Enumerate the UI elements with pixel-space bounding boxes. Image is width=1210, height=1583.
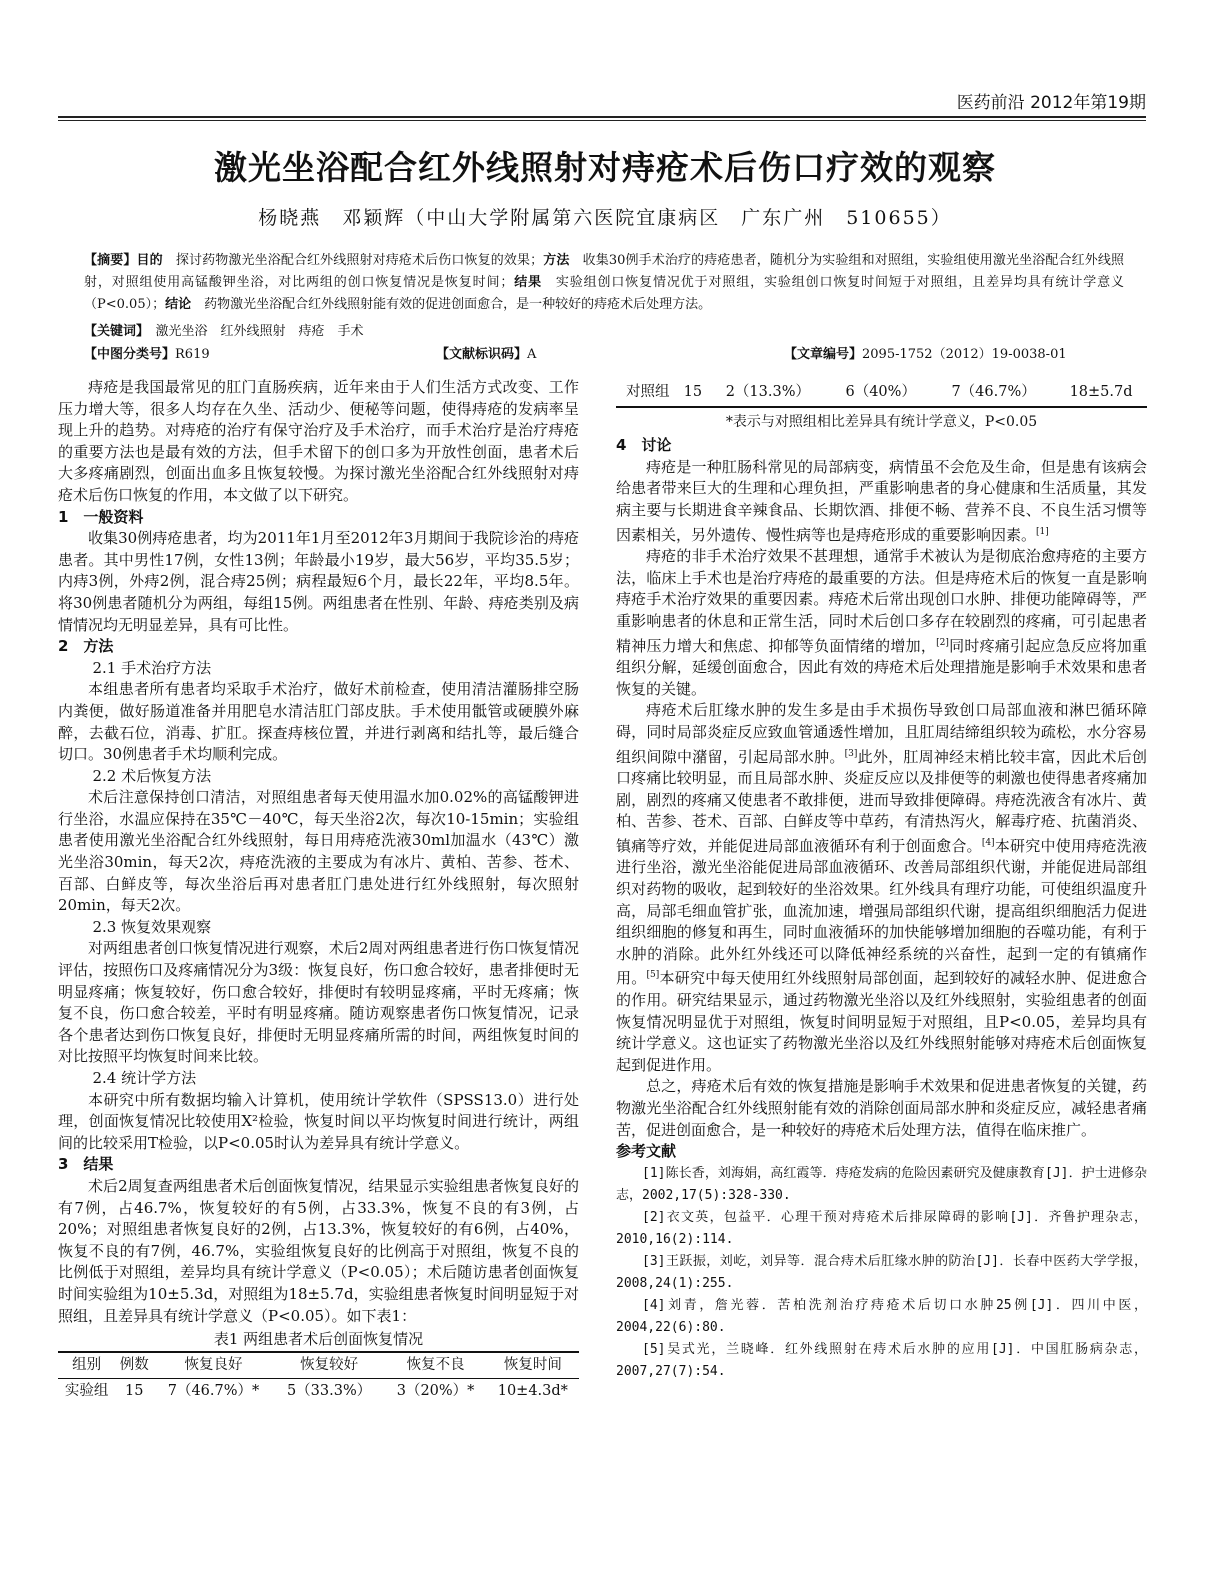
discussion-text: 此外，肛周神经末梢比较丰富，因此术后创口疼痛比较明显，而且局部水肿、炎症反应以及排便等的刺激也使得患者疼痛加剧，剧烈的疼痛又使患者不敢排便，进而导致排便障碍。痔疮洗液含有冰片、黄柏、苦参、苍术、百部、白鲜皮等中草药，有清热泻火，解毒疗疮、抗菌消炎、镇痛等疗效，并能促进局部血液循环有利于创面愈合。 — [616, 747, 1147, 855]
table-cell: 对照组 — [616, 380, 679, 407]
section-4-heading: 4 讨论 — [616, 436, 672, 455]
discussion-text: 本研究中每天使用红外线照射局部创面，起到较好的减轻水肿、促进愈合的作用。研究结果显示，通过药物激光坐浴以及红外线照射，实验组患者的创面恢复情况明显优于对照组，恢复时间明显短于对照组，且P<0.05，差异均具有统计学意义。这也证实了药物激光坐浴以及红外线照射能够对痔疮术后创面恢复起到促进作用。 — [616, 969, 1147, 1074]
keywords-label: 【关键词】 — [84, 324, 143, 339]
reference-item: [5]吴式光，兰晓峰．红外线照射在痔术后水肿的应用[J]．中国肛肠病杂志，2007,27(7):54. — [616, 1341, 1147, 1379]
conclusion-label: 结论 — [165, 297, 192, 312]
section-2-4-heading: 2.4 统计学方法 — [92, 1069, 197, 1087]
doc-value: A — [527, 347, 537, 362]
citation: [4] — [981, 837, 995, 848]
clc — [84, 343, 210, 362]
table-row — [58, 1379, 579, 1405]
citation: [5] — [646, 970, 660, 981]
reference-item: [2]衣文英，包益平．心理干预对痔疮术后排尿障碍的影响[J]．齐鲁护理杂志，2010,16(2):114. — [616, 1209, 1147, 1247]
doc-label: 【文献标识码】 — [436, 347, 528, 362]
table-header-row — [58, 1352, 579, 1379]
section-1-paragraph: 收集30例痔疮患者，均为2011年1月至2012年3月期间于我院诊治的痔疮患者。其中男性17例，女性13例；年龄最小19岁，最大56岁，平均35.5岁；内痔3例，外痔2例，混合痔25例；病程最短6个月，最长22年，平均8.5年。将30例患者随机分为两组，每组15例。两组患者在性别、年龄、痔疮类别及病情情况均无明显差异，具有可比性。 — [58, 529, 579, 634]
section-1-heading: 1 一般资料 — [58, 507, 144, 526]
header-rule — [58, 116, 1146, 118]
table-header: 恢复较好 — [274, 1352, 385, 1379]
table-header: 例数 — [115, 1352, 153, 1379]
clc-label: 【中图分类号】 — [84, 347, 176, 362]
section-2-4-paragraph: 本研究中所有数据均输入计算机，使用统计学软件（SPSS13.0）进行处理，创面恢复情况比较使用X²检验，恢复时间以平均恢复时间进行统计，两组间的比较采用T检验，以P<0.05时认为差异具有统计学意义。 — [58, 1090, 579, 1152]
table-cell: 3（20%）* — [396, 1383, 475, 1400]
section-2-3-heading: 2.3 恢复效果观察 — [92, 917, 212, 936]
table-header: 恢复良好 — [153, 1352, 273, 1379]
table-header: 恢复不良 — [385, 1352, 487, 1379]
journal-issue: 医药前沿 2012年第19期 — [956, 93, 1146, 113]
table-cell: 6（40%） — [829, 380, 932, 407]
table-cell: 5（33.3%） — [286, 1383, 372, 1400]
method-text: 收集30例手术治疗的痔疮患者，随机分为实验组和对照组，实验组使用激光坐浴配合红外线照射，对照组使用高锰酸钾坐浴，对比两组的创口恢复情况是恢复时间； — [84, 253, 1124, 290]
table-cell: 10±4.3d* — [497, 1383, 568, 1400]
article-no — [784, 343, 1067, 362]
section-3-paragraph: 术后2周复查两组患者术后创面恢复情况，结果显示实验组患者恢复良好的有7例，占46.7%，恢复较好的有5例，占33.3%，恢复不良的有3例，占20%；对照组患者恢复良好的2例，占13.3%，恢复较好的有6例，占40%，恢复不良的有7例，46.7%，实验组恢复良好的比例高于对照组，恢复不良的比例低于对照组，差异均具有统计学意义（P<0.05）；术后随访患者创面恢复时间实验组为10±5.3d，对照组为18±5.7d，实验组患者恢复时间明显短于对照组，且差异具有统计学意义（P<0.05）。如下表1： — [58, 1176, 579, 1325]
section-2-1-heading: 2.1 手术治疗方法 — [92, 658, 212, 677]
right-column — [616, 380, 1147, 1383]
keywords-value: 激光坐浴 红外线照射 痔疮 手术 — [155, 324, 364, 339]
results-table — [58, 1351, 579, 1405]
aim-text: 探讨药物激光坐浴配合红外线照射对痔疮术后伤口恢复的效果； — [175, 253, 544, 268]
section-3-heading: 3 结果 — [58, 1155, 114, 1174]
article-title: 激光坐浴配合红外线照射对痔疮术后伤口疗效的观察 — [214, 148, 996, 187]
authors-affiliation: 杨晓燕 邓颖辉（中山大学附属第六医院宜康病区 广东广州 510655） — [258, 207, 952, 229]
table-header: 组别 — [58, 1352, 115, 1379]
classification-row — [84, 343, 1124, 363]
result-label: 结果 — [513, 275, 542, 290]
section-2-3-paragraph: 对两组患者创口恢复情况进行观察，术后2周对两组患者进行伤口恢复情况评估，按照伤口及疼痛情况分为3级：恢复良好，伤口愈合较好，患者排便时无明显疼痛；恢复较好，伤口愈合较好，排便时有较明显疼痛，平时无疼痛；恢复不良，伤口愈合较差，平时有明显疼痛。随访观察患者伤口恢复情况，记录各个患者达到伤口恢复良好，排便时无明显疼痛所需的时间，两组恢复时间的对比按照平均恢复时间来比较。 — [58, 939, 579, 1066]
discussion-paragraph-1 — [616, 457, 1147, 546]
aim-label: 目的 — [136, 253, 163, 268]
references-heading: 参考文献 — [616, 1142, 677, 1161]
discussion-paragraph-4: 总之，痔疮术后有效的恢复措施是影响手术效果和促进患者恢复的关键，药物激光坐浴配合红外线照射能有效的消除创面局部水肿和炎症反应，减轻患者痛苦，促进创面愈合，是一种较好的痔疮术后处理方法，值得在临床推广。 — [616, 1077, 1147, 1139]
section-2-1-paragraph: 本组患者所有患者均采取手术治疗，做好术前检查，使用清洁灌肠排空肠内粪便，做好肠道准备并用肥皂水清洁肛门部皮肤。手术使用骶管或硬膜外麻醉，去截石位，消毒、扩肛。探查痔核位置，并进行剥离和结扎等，最后缝合切口。30例患者手术均顺利完成。 — [58, 680, 579, 764]
keywords — [84, 320, 364, 339]
table-note: *表示与对照组相比差异具有统计学意义，P<0.05 — [725, 413, 1038, 430]
discussion-text: 本研究中使用痔疮洗液进行坐浴，激光坐浴能促进局部血液循环、改善局部组织代谢，并能促进局部组织对药物的吸收，起到较好的坐浴效果。红外线具有理疗功能，可使组织温度升高，局部毛细血管扩张，血流加速，增强局部组织代谢，提高组织细胞活力促进组织细胞的修复和再生，同时血液循环的加快能够增加细胞的吞噬功能，有利于水肿的消除。此外红外线还可以降低神经系统的兴奋性，起到一定的有镇痛作用。 — [616, 836, 1147, 988]
left-column — [58, 377, 579, 1405]
header-rule-thin — [58, 120, 1146, 121]
table-cell: 7（46.7%）* — [167, 1383, 260, 1400]
table-cell: 18±5.7d — [1055, 380, 1147, 407]
reference-item: [3]王跃振，刘屹，刘异等．混合痔术后肛缘水肿的防治[J]．长春中医药大学学报，2008,24(1):255. — [616, 1253, 1147, 1291]
reference-item: [1]陈长香，刘海娟，高红霞等．痔疮发病的危险因素研究及健康教育[J]．护士进修杂志，2002,17(5):328-330. — [616, 1165, 1147, 1203]
citation: [3] — [844, 748, 858, 759]
intro-paragraph: 痔疮是我国最常见的肛门直肠疾病，近年来由于人们生活方式改变、工作压力增大等，很多人均存在久坐、活动少、便秘等问题，使得痔疮的发病率呈现上升的趋势。对痔疮的治疗有保守治疗及手术治疗，而手术治疗是治疗痔疮的重要方法也是最有效的方法，但手术留下的创口多为开放性创面，患者术后大多疼痛剧烈，创面出血多且恢复较慢。为探讨激光坐浴配合红外线照射对痔疮术后伤口恢复的作用，本文做了以下研究。 — [58, 378, 579, 504]
discussion-paragraph-2 — [616, 546, 1147, 700]
table-caption: 表1 两组患者术后创面恢复情况 — [213, 1330, 424, 1349]
section-2-heading: 2 方法 — [58, 637, 114, 656]
art-value: 2095-1752（2012）19-0038-01 — [862, 347, 1067, 362]
citation: [2] — [936, 637, 949, 648]
clc-value: R619 — [175, 347, 210, 362]
table-cell: 实验组 — [64, 1383, 109, 1400]
results-table-continued — [616, 380, 1147, 408]
discussion-text: 痔疮的非手术治疗效果不甚理想，通常手术被认为是彻底治愈痔疮的主要方法，临床上手术也是治疗痔疮的最重要的方法。但是痔疮术后的恢复一直是影响痔疮手术治疗效果的重要因素。痔疮术后常出现创口水肿、排便功能障碍等，严重影响患者的休息和正常生活，同时术后创口多存在较剧烈的疼痛，可引起患者精神压力增大和焦虑、抑郁等负面情绪的增加， — [616, 547, 1147, 655]
result-text: 实验组创口恢复情况优于对照组，实验组创口恢复时间短于对照组，且差异均具有统计学意义（P<0.05）； — [84, 275, 1124, 312]
table-cell: 15 — [679, 380, 706, 407]
table-row — [616, 380, 1147, 407]
table-header: 恢复时间 — [487, 1352, 579, 1379]
method-label: 方法 — [543, 253, 570, 268]
discussion-text: 痔疮是一种肛肠科常见的局部病变，病情虽不会危及生命，但是患有该病会给患者带来巨大的生理和心理负担，严重影响患者的身心健康和生活质量，其发病主要与长期进食辛辣食品、长期饮酒、排便不畅、营养不良、不良生活习惯等因素相关，另外遗传、慢性病等也是痔疮形成的重要影响因素。 — [616, 457, 1147, 544]
abstract-label: 【摘要】 — [84, 253, 137, 268]
conclusion-text: 药物激光坐浴配合红外线照射能有效的促进创面愈合，是一种较好的痔疮术后处理方法。 — [204, 297, 712, 312]
section-2-2-heading: 2.2 术后恢复方法 — [92, 766, 212, 785]
table-cell: 2（13.3%） — [706, 380, 829, 407]
table-cell: 7（46.7%） — [932, 380, 1055, 407]
discussion-text: 痔疮术后肛缘水肿的发生多是由手术损伤导致创口局部血液和淋巴循环障碍，同时局部炎症反应致血管通透性增加，且肛周结缔组织较为疏松，水分容易组织间隙中潴留，引起局部水肿。 — [616, 701, 1147, 766]
citation: [1] — [1036, 526, 1049, 537]
table-cell: 15 — [125, 1383, 144, 1400]
discussion-paragraph-3 — [616, 700, 1147, 1076]
discussion-text: 同时疼痛引起应急反应将加重组织分解，延缓创面愈合，因此有效的痔疮术后处理措施是影响手术效果和患者恢复的关键。 — [616, 636, 1147, 698]
section-2-2-paragraph: 术后注意保持创口清洁，对照组患者每天使用温水加0.02%的高锰酸钾进行坐浴，水温应保持在35℃－40℃，每天坐浴2次，每次10-15min；实验组患者使用激光坐浴配合红外线照射，每日用痔疮洗液30ml加温水（43℃）激光坐浴30min，每天2次，痔疮洗液的主要成为有冰片、黄柏、苦参、苍术、百部、白鲜皮等，每次坐浴后再对患者肛门患处进行红外线照射，每次照射20min，每天2次。 — [58, 788, 579, 915]
reference-item: [4]刘青，詹光蓉．苦柏洗剂治疗痔疮术后切口水肿25例[J]．四川中医，2004,22(6):80. — [616, 1297, 1147, 1335]
abstract — [84, 250, 1124, 316]
doc-code — [436, 343, 536, 362]
running-header — [58, 88, 1146, 114]
art-label: 【文章编号】 — [784, 347, 863, 362]
